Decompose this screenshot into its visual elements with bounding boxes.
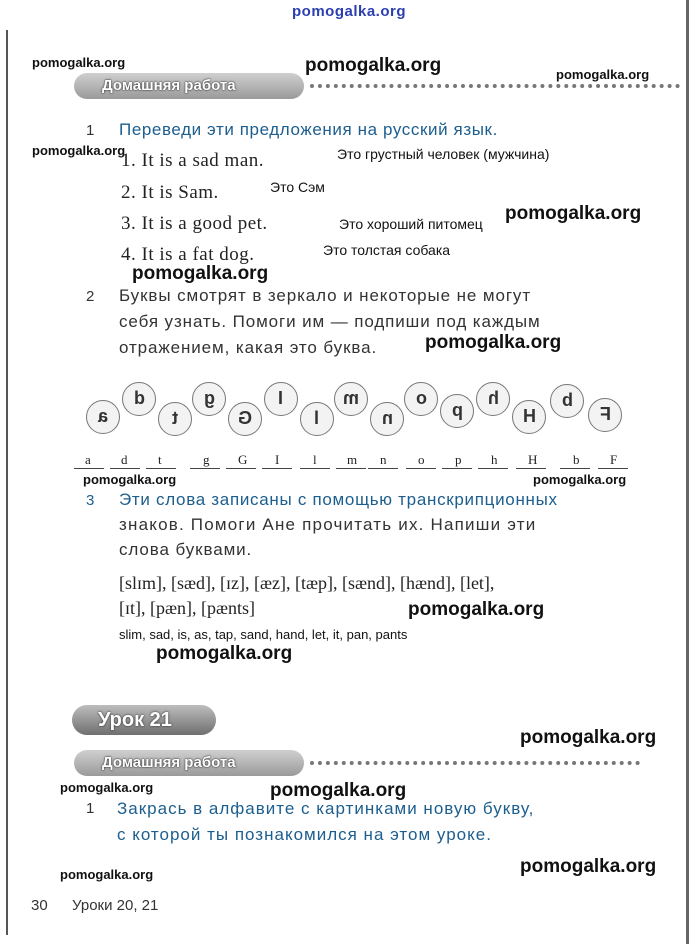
answer-letter: t (158, 452, 162, 467)
task-text-line: отражением, какая это буква. (119, 338, 378, 357)
answer-letter: o (418, 452, 425, 467)
answer-underline (560, 468, 590, 469)
mirror-letter-ball: l (300, 402, 334, 436)
answer-underline (478, 468, 508, 469)
mirror-letter-ball: a (86, 400, 120, 434)
task-number: 1 (86, 122, 95, 139)
answer-letter: l (313, 452, 317, 467)
mirror-letter-ball: G (228, 402, 262, 436)
answer-letter: F (610, 452, 618, 467)
homework-header: Домашняя работа (74, 750, 304, 776)
transcription-line: [ɪt], [pæn], [pænts] (119, 598, 255, 618)
answer-underline (598, 468, 628, 469)
answer-underline (146, 468, 176, 469)
answer-underline (74, 468, 104, 469)
task-instruction-line: Закрась в алфавите с картинками новую букву, (117, 799, 535, 818)
sentence: 3. It is a good pet. (121, 213, 268, 234)
right-page-border (686, 0, 689, 944)
dotted-divider (310, 761, 640, 765)
answer-letter: m (347, 452, 358, 467)
mirror-letter-ball: p (440, 394, 474, 428)
watermark: pomogalka.org (156, 643, 293, 664)
answer-letter: G (238, 452, 248, 467)
answer-letter: n (380, 452, 387, 467)
task-text-line: себя узнать. Помоги им — подпиши под каждым (119, 312, 541, 331)
watermark: pomogalka.org (60, 780, 154, 795)
watermark: pomogalka.org (305, 55, 442, 76)
answer-letter: d (121, 452, 128, 467)
watermark: pomogalka.org (408, 599, 545, 620)
watermark-top: pomogalka.org (292, 3, 407, 20)
task-number: 2 (86, 288, 95, 305)
watermark: pomogalka.org (425, 332, 562, 353)
task-number: 3 (86, 492, 95, 509)
watermark: pomogalka.org (505, 203, 642, 224)
transcription-line: [slɪm], [sæd], [ɪz], [æz], [tæp], [sænd], [hænd], [let], (119, 573, 495, 593)
answer-underline (110, 468, 140, 469)
sentence: 4. It is a fat dog. (121, 244, 255, 265)
running-footer: Уроки 20, 21 (72, 897, 159, 914)
answer-underline (226, 468, 256, 469)
answer-text: Это хороший питомец (339, 216, 483, 232)
answer-letter: p (455, 452, 462, 467)
watermark: pomogalka.org (533, 472, 627, 487)
answer-letter: I (275, 452, 280, 467)
answer-underline (442, 468, 472, 469)
task-text-line: Буквы смотрят в зеркало и некоторые не могут (119, 286, 532, 305)
answer-text: Это Сэм (270, 179, 325, 195)
answer-underline (368, 468, 398, 469)
dotted-divider (310, 84, 680, 88)
watermark: pomogalka.org (32, 55, 126, 70)
answer-letter: h (491, 452, 498, 467)
mirror-letter-ball: n (370, 402, 404, 436)
answer-underline (262, 468, 292, 469)
mirror-letter-ball: m (334, 382, 368, 416)
mirror-letter-ball: b (550, 384, 584, 418)
answer-underline (190, 468, 220, 469)
watermark: pomogalka.org (132, 263, 269, 284)
mirror-letter-ball: t (158, 402, 192, 436)
sentence: 1. It is a sad man. (121, 150, 265, 171)
answer-underline (406, 468, 436, 469)
task-text-line: слова буквами. (119, 540, 253, 559)
homework-header: Домашняя работа (74, 73, 304, 99)
answer-underline (336, 468, 366, 469)
task-instruction-line: Эти слова записаны с помощью транскрипционных (119, 490, 558, 509)
answer-letter: a (85, 452, 91, 467)
answer-text: slim, sad, is, as, tap, sand, hand, let, it, pan, pants (119, 627, 408, 642)
left-page-border (6, 30, 8, 935)
sentence: 2. It is Sam. (121, 182, 219, 203)
page-number: 30 (31, 897, 48, 914)
mirror-letter-ball: g (192, 382, 226, 416)
watermark: pomogalka.org (520, 856, 657, 877)
mirror-letter-ball: H (512, 400, 546, 434)
lesson-title: Урок 21 (72, 705, 216, 735)
answer-letter: H (528, 452, 538, 467)
watermark: pomogalka.org (60, 867, 154, 882)
answer-underline (516, 468, 546, 469)
mirrored-letters-picture (72, 368, 632, 442)
watermark: pomogalka.org (83, 472, 177, 487)
task-instruction: Переведи эти предложения на русский язык. (119, 120, 498, 139)
mirror-letter-ball: d (122, 382, 156, 416)
watermark: pomogalka.org (32, 143, 126, 158)
task-text-line: знаков. Помоги Ане прочитать их. Напиши эти (119, 515, 537, 534)
answer-letter: g (203, 452, 210, 467)
mirror-letter-ball: I (264, 382, 298, 416)
mirror-letter-ball: F (588, 398, 622, 432)
answer-text: Это грустный человек (мужчина) (337, 146, 550, 162)
answer-underline (300, 468, 330, 469)
watermark: pomogalka.org (520, 727, 657, 748)
mirror-letter-ball: h (476, 382, 510, 416)
watermark: pomogalka.org (270, 780, 407, 801)
answer-text: Это толстая собака (323, 242, 451, 258)
task-number: 1 (86, 800, 95, 817)
answer-letter: b (573, 452, 580, 467)
mirror-letter-ball: o (404, 382, 438, 416)
task-instruction-line: с которой ты познакомился на этом уроке. (117, 825, 492, 844)
watermark: pomogalka.org (556, 67, 650, 82)
